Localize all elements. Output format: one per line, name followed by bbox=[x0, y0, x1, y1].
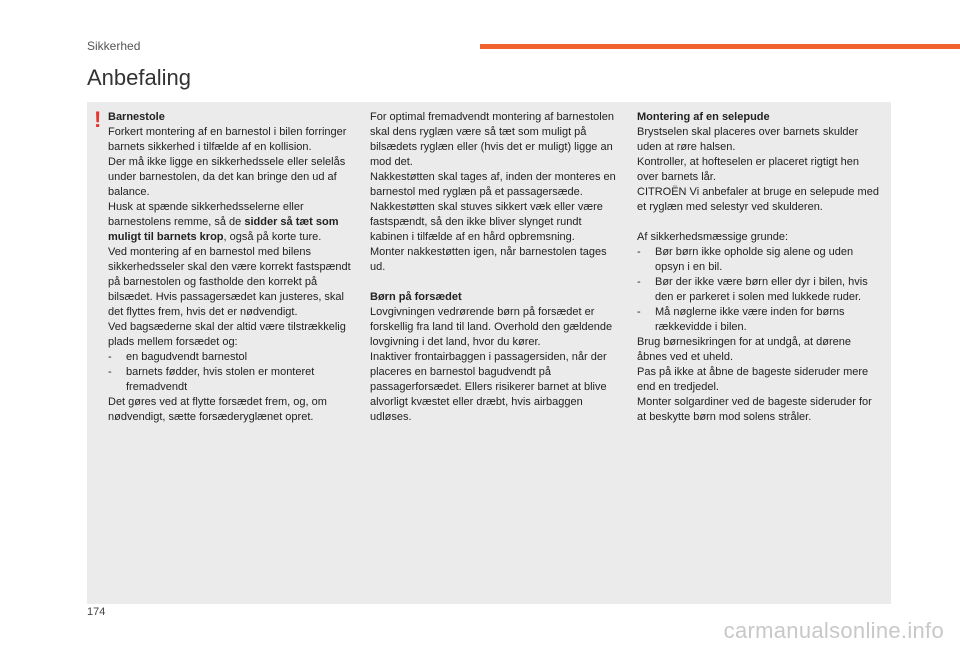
paragraph: Monter nakkestøtten igen, når barnestolen tages ud. bbox=[370, 246, 607, 273]
paragraph: Brystselen skal placeres over barnets skulder uden at røre halsen. bbox=[637, 126, 859, 153]
list-item bbox=[108, 350, 352, 365]
watermark: carmanualsonline.info bbox=[723, 618, 944, 643]
list-item-text: Bør der ikke være børn eller dyr i bilen, hvis den er parkeret i solen med lukkede ruder. bbox=[655, 276, 868, 303]
content-panel bbox=[87, 102, 891, 604]
text-run: , også på korte ture. bbox=[223, 231, 322, 243]
column-3 bbox=[637, 110, 883, 425]
list-item bbox=[637, 245, 883, 275]
spacer bbox=[370, 275, 618, 290]
list-dash: - bbox=[108, 351, 112, 363]
column-2 bbox=[370, 110, 618, 425]
list-dash: - bbox=[637, 246, 641, 258]
paragraph: Kontroller, at hofteselen er placeret rigtigt hen over barnets lår. bbox=[637, 156, 859, 183]
list-dash: - bbox=[108, 366, 112, 378]
paragraph: For optimal fremadvendt montering af barnestolen skal dens ryglæn være så tæt som muligt på bilsædets ryglæn eller (hvis det er muligt) ligge an mod det. bbox=[370, 111, 614, 168]
paragraph: CITROËN Vi anbefaler at bruge en selepude med et ryglæn med selestyr ved skulderen. bbox=[637, 186, 879, 213]
column-1 bbox=[108, 110, 352, 425]
paragraph: Monter solgardiner ved de bageste sideruder for at beskytte børn mod solens stråler. bbox=[637, 396, 872, 423]
paragraph: Ved bagsæderne skal der altid være tilstrækkelig plads mellem forsædet og: bbox=[108, 321, 346, 348]
list-dash: - bbox=[637, 306, 641, 318]
paragraph: Forkert montering af en barnestol i bilen forringer barnets sikkerhed i tilfælde af en kollision. bbox=[108, 126, 347, 153]
paragraph: Nakkestøtten skal tages af, inden der monteres en barnestol med ryglæn på et passagersæde. bbox=[370, 171, 616, 198]
list-item bbox=[637, 305, 883, 335]
paragraph: Af sikkerhedsmæssige grunde: bbox=[637, 231, 789, 243]
paragraph: Der må ikke ligge en sikkerhedssele eller selelås under barnestolen, da det kan bringe den ud af balance. bbox=[108, 156, 346, 198]
paragraph: Nakkestøtten skal stuves sikkert væk eller være fastspændt, så den ikke bliver slynget rundt kabinen i tilfælde af en hård opbremsning. bbox=[370, 201, 603, 243]
list-item-text: Bør børn ikke opholde sig alene og uden opsyn i en bil. bbox=[655, 246, 854, 273]
spacer bbox=[637, 215, 883, 230]
paragraph: Pas på ikke at åbne de bageste sideruder mere end en tredjedel. bbox=[637, 366, 869, 393]
heading-born-pa-forsaedet: Børn på forsædet bbox=[370, 291, 462, 303]
emphasis-text: sidder så tæt som muligt til barnets krop bbox=[108, 216, 339, 243]
text-run: Husk at spænde sikkerhedsselerne eller barnestolens remme, så de bbox=[108, 201, 304, 228]
heading-barnestole: Barnestole bbox=[108, 111, 165, 123]
paragraph: Brug børnesikringen for at undgå, at dørene åbnes ved et uheld. bbox=[637, 336, 852, 363]
list-item bbox=[637, 275, 883, 305]
list-item-text: barnets fødder, hvis stolen er monteret fremadvendt bbox=[126, 366, 315, 393]
heading-selepude: Montering af en selepude bbox=[637, 111, 770, 123]
section-label: Sikkerhed bbox=[87, 39, 141, 53]
paragraph: Lovgivningen vedrørende børn på forsædet er forskellig fra land til land. Overhold den gældende lovgivning i det land, hvor du kører. bbox=[370, 306, 613, 348]
paragraph: Det gøres ved at flytte forsædet frem, og, om nødvendigt, sætte forsæderyglænet opret. bbox=[108, 396, 327, 423]
paragraph: Inaktiver frontairbaggen i passagersiden, når der placeres en barnestol bagudvendt på passagerforsædet. Ellers risikerer barnet at blive alvorligt kvæstet eller dræbt, hvis airbaggen udløses. bbox=[370, 351, 607, 423]
section-accent-bar bbox=[480, 44, 960, 49]
list-dash: - bbox=[637, 276, 641, 288]
page-title: Anbefaling bbox=[87, 65, 191, 90]
list-item bbox=[108, 365, 352, 395]
exclamation-icon: ! bbox=[94, 107, 102, 132]
paragraph: Ved montering af en barnestol med bilens sikkerhedsseler skal den være korrekt fastspændt på barnestolen og fastholde den korrekt på bilsædet. Hvis passagersædet kan justeres, skal det flyttes frem, hvis det er nødvendigt. bbox=[108, 246, 351, 318]
list-item-text: Må nøglerne ikke være inden for børns rækkevidde i bilen. bbox=[655, 306, 845, 333]
list-item-text: en bagudvendt barnestol bbox=[126, 351, 248, 363]
page-number: 174 bbox=[87, 606, 106, 618]
paragraph-with-emphasis bbox=[108, 200, 352, 245]
